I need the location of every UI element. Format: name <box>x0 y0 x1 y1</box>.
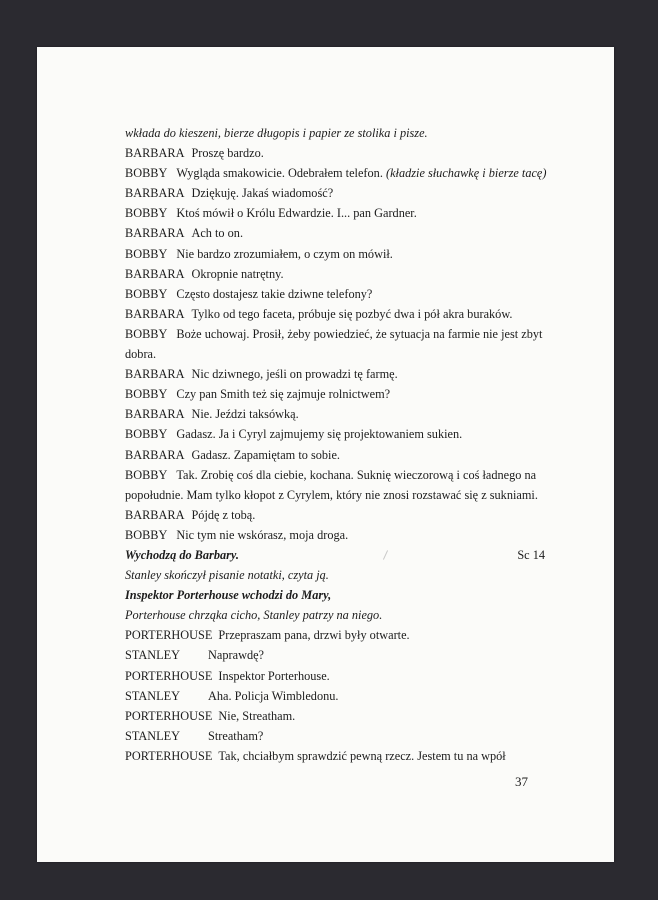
line-text: Boże uchowaj. Prosił, żeby powiedzieć, że sytuacja na farmie nie jest zbyt <box>176 326 543 341</box>
stage-direction <box>125 585 545 605</box>
line-text: Aha. Policja Wimbledonu. <box>208 688 339 703</box>
script-page <box>37 47 614 862</box>
continuation-line <box>125 344 545 364</box>
speaker-name: STANLEY <box>125 728 181 743</box>
line-text: Inspektor Porterhouse. <box>218 668 330 683</box>
line-text: Tak. Zrobię coś dla ciebie, kochana. Suknię wieczorową i coś ładnego na <box>176 467 537 482</box>
speaker-name: PORTERHOUSE <box>125 748 213 763</box>
line-text: Często dostajesz takie dziwne telefony? <box>176 286 373 301</box>
stage-direction <box>125 605 545 625</box>
dialogue-line <box>125 445 545 465</box>
page-number: 37 <box>515 774 528 789</box>
line-text: Dziękuję. Jakaś wiadomość? <box>191 186 334 201</box>
line-text: Porterhouse chrząka cicho, Stanley patrzy na niego. <box>125 608 383 623</box>
speaker-name: STANLEY <box>125 688 181 703</box>
line-text: Tak, chciałbym sprawdzić pewną rzecz. Jestem tu na wpół <box>218 748 506 763</box>
speaker-name: BARBARA <box>125 146 185 161</box>
dialogue-line <box>125 183 545 203</box>
dialogue-line <box>125 244 545 264</box>
speaker-name: BARBARA <box>125 186 185 201</box>
dialogue-line <box>125 324 545 344</box>
dialogue-line <box>125 163 545 183</box>
line-text: Gadasz. Zapamiętam to sobie. <box>191 447 340 462</box>
line-text: Okropnie natrętny. <box>191 266 284 281</box>
line-text: Nic dziwnego, jeśli on prowadzi tę farmę. <box>191 367 398 382</box>
speaker-name: PORTERHOUSE <box>125 708 213 723</box>
line-text: Gadasz. Ja i Cyryl zajmujemy się projektowaniem sukien. <box>176 427 463 442</box>
dialogue-line <box>125 525 545 545</box>
dialogue-line <box>125 143 545 163</box>
dialogue-line <box>125 203 545 223</box>
dialogue-line <box>125 424 545 444</box>
line-text: Naprawdę? <box>208 648 265 663</box>
scene-number: Sc 14 <box>517 547 545 562</box>
dialogue-line <box>125 465 545 485</box>
dialogue-line <box>125 264 545 284</box>
dialogue-line <box>125 384 545 404</box>
speaker-name: BARBARA <box>125 407 185 422</box>
continuation-line <box>125 485 545 505</box>
line-text: Streatham? <box>208 728 264 743</box>
dialogue-line <box>125 364 545 384</box>
line-text: Tylko od tego faceta, próbuje się pozbyć dwa i pół akra buraków. <box>191 306 513 321</box>
speaker-name: BOBBY <box>125 286 168 301</box>
line-text: popołudnie. Mam tylko kłopot z Cyrylem, który nie znosi rozstawać się z sukniami. <box>125 487 538 502</box>
dialogue-line <box>125 223 545 243</box>
stage-direction <box>125 565 545 585</box>
dialogue-line <box>125 726 545 746</box>
dialogue-line <box>125 505 545 525</box>
dialogue-line <box>125 706 545 726</box>
line-text: Nic tym nie wskórasz, moja droga. <box>176 527 349 542</box>
line-text: Ach to on. <box>191 226 244 241</box>
line-text: Nie bardzo zrozumiałem, o czym on mówił. <box>176 246 393 261</box>
speaker-name: BOBBY <box>125 246 168 261</box>
dialogue-line <box>125 304 545 324</box>
dialogue-line <box>125 404 545 424</box>
line-text: Nie. Jeździ taksówką. <box>191 407 299 422</box>
line-text: Ktoś mówił o Królu Edwardzie. I... pan Gardner. <box>176 206 417 221</box>
speaker-name: PORTERHOUSE <box>125 668 213 683</box>
inline-stage-direction: (kładzie słuchawkę i bierze tacę) <box>385 166 547 181</box>
speaker-name: BARBARA <box>125 367 185 382</box>
speaker-name: BOBBY <box>125 527 168 542</box>
dialogue-line <box>125 284 545 304</box>
speaker-name: BARBARA <box>125 266 185 281</box>
speaker-name: PORTERHOUSE <box>125 628 213 643</box>
line-text: wkłada do kieszeni, bierze długopis i papier ze stolika i pisze. <box>125 126 428 140</box>
dialogue-line <box>125 645 545 665</box>
line-text: Inspektor Porterhouse wchodzi do Mary, <box>125 588 332 603</box>
line-text: Wygląda smakowicie. Odebrałem telefon. <box>176 166 383 181</box>
dialogue-line <box>125 746 545 766</box>
line-text: Stanley skończył pisanie notatki, czyta ją. <box>125 568 329 583</box>
speaker-name: BARBARA <box>125 507 185 522</box>
line-text: Przepraszam pana, drzwi były otwarte. <box>218 628 410 643</box>
speaker-name: BOBBY <box>125 206 168 221</box>
speaker-name: BARBARA <box>125 447 185 462</box>
stage-direction <box>125 123 545 143</box>
line-text: Czy pan Smith też się zajmuje rolnictwem? <box>176 387 391 402</box>
speaker-name: BOBBY <box>125 326 168 341</box>
dialogue-line <box>125 686 545 706</box>
line-text: Wychodzą do Barbary. <box>125 547 239 562</box>
line-text: dobra. <box>125 347 157 362</box>
speaker-name: BOBBY <box>125 166 168 181</box>
line-text: Proszę bardzo. <box>191 146 264 161</box>
line-text: Nie, Streatham. <box>218 708 296 723</box>
line-text: Pójdę z tobą. <box>191 507 256 522</box>
stage-direction <box>125 545 545 565</box>
speaker-name: BARBARA <box>125 226 185 241</box>
speaker-name: BOBBY <box>125 467 168 482</box>
dialogue-line <box>125 625 545 645</box>
speaker-name: BOBBY <box>125 387 168 402</box>
speaker-name: STANLEY <box>125 648 181 663</box>
dialogue-line <box>125 666 545 686</box>
script-text <box>125 123 545 766</box>
speaker-name: BARBARA <box>125 306 185 321</box>
speaker-name: BOBBY <box>125 427 168 442</box>
